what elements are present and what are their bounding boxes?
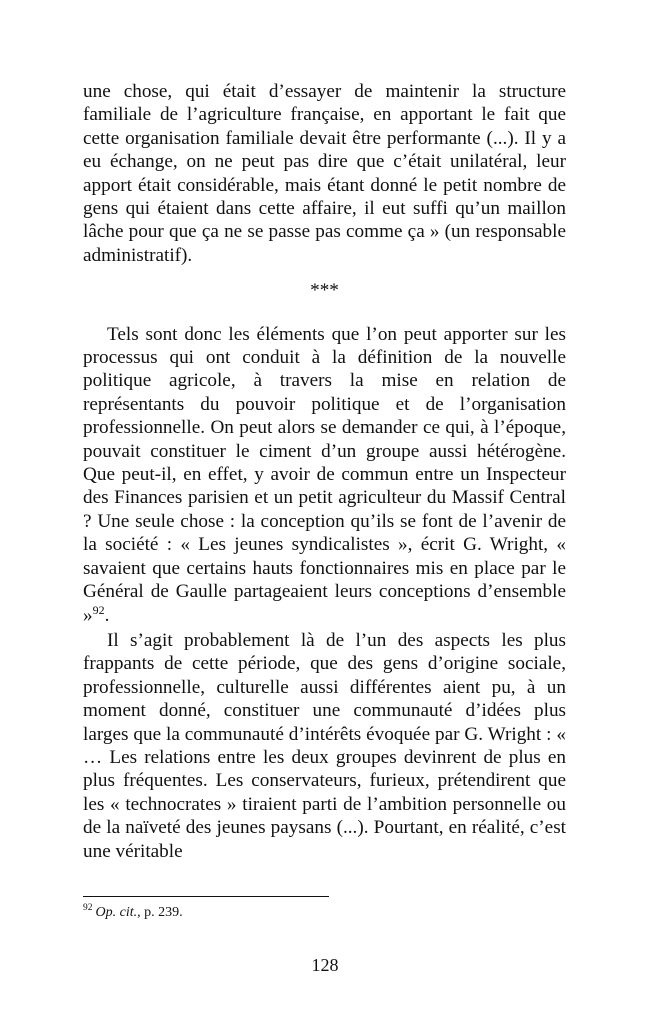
footnote-reference: 92 [92,602,105,617]
paragraph-main-end: . [104,604,110,626]
paragraph-continuation: une chose, qui était d’essayer de maintenir la structure familiale de l’agriculture française, en apportant le fait que cette organisation familiale devait être performante (...). Il y a eu échange, on ne peut pas dire que c’était unilatéral, leur apport était considérable, mais étant donné le petit nombre de gens qui étaient dans cette affaire, il eut suffi qu’un maillon lâche pour que ça ne se passe pas comme ça » (un responsable administratif). [83,81,566,266]
footnote [83,904,183,923]
page-number: 128 [311,955,339,975]
footnote-number: 92 [83,903,93,913]
section-separator: *** [310,280,339,302]
paragraph-main-text: Tels sont donc les éléments que l’on peut apporter sur les processus qui ont conduit à la définition de la nouvelle politique agricole, à travers la mise en relation de représentants du pouvoir politique et de l’organisation professionnelle. On peut alors se demander ce qui, à l’époque, pouvait constituer le ciment d’un groupe aussi hétérogène. Que peut-il, en effet, y avoir de commun entre un Inspecteur des Finances parisien et un petit agriculteur du Massif Central ? Une seule chose : la conception qu’ils se font de l’avenir de la société : « Les jeunes syndicalistes », écrit G. Wright, « savaient que certains hauts fonctionnaires mis en place par le Général de Gaulle partageaient leurs conceptions d’ensemble » [83,323,566,626]
page-body [83,80,566,863]
footnote-source-italic: Op. cit. [95,905,138,920]
paragraph-next: Il s’agit probablement là de l’un des aspects les plus frappants de cette période, que des gens d’origine sociale, professionnelle, culturelle aussi différentes aient pu, à un moment donné, constituer une communauté d’idées plus larges que la communauté d’intérêts évoquée par G. Wright : « … Les relations entre les deux groupes devinrent de plus en plus fréquentes. Les conservateurs, furieux, prétendirent que les « technocrates » tiraient parti de l’ambition personnelle ou de la naïveté des jeunes paysans (...). Pourtant, en réalité, c’est une véritable [83,629,566,862]
footnote-source-rest: , p. 239. [137,905,183,920]
footnote-divider [83,896,329,897]
paragraph-main [83,323,566,629]
